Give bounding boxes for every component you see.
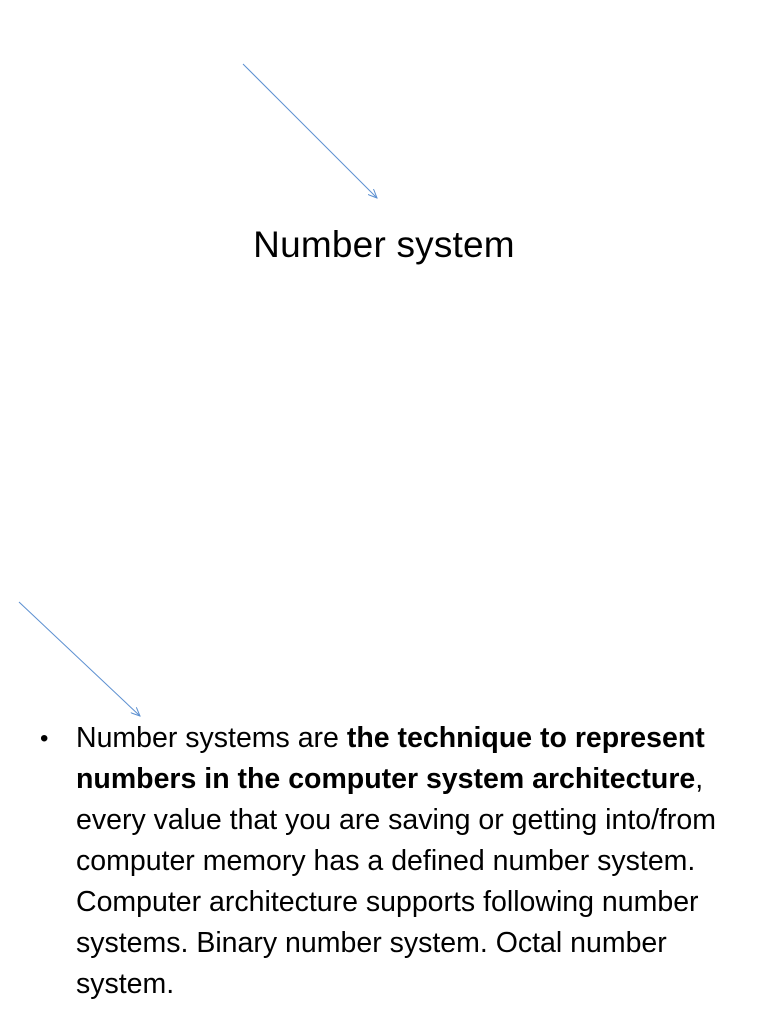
bullet-item [40, 718, 740, 1005]
bullet-bold-text: the technique to represent numbers in the computer system architecture [76, 722, 705, 795]
bullet-marker: • [40, 725, 49, 752]
arrow-bottom-line [19, 602, 140, 716]
bullet-text-after: , every value that you are saving or getting into/from computer memory has a defined number system. Computer architecture supports following number systems. Binary number system. Octal number system. [76, 763, 717, 1000]
slide-title: Number system [253, 224, 515, 265]
bullet-text-before: Number systems are [76, 722, 347, 754]
arrow-top-line [243, 64, 377, 198]
bullet-list [40, 718, 740, 1005]
